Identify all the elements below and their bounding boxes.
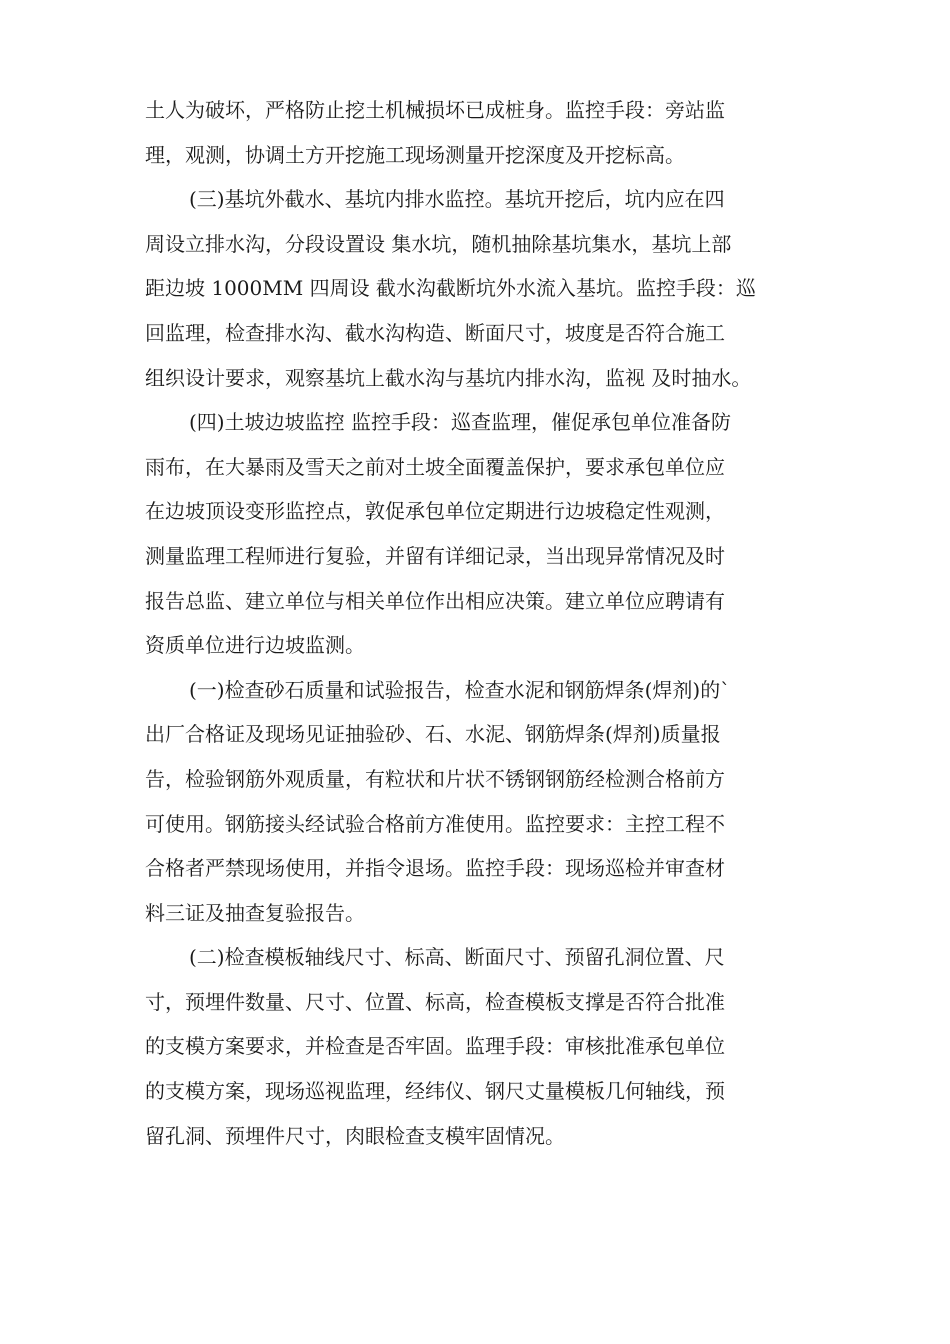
text-line: 回监理，检查排水沟、截水沟构造、断面尺寸，坡度是否符合施工 <box>145 320 725 345</box>
text-line: 出厂合格证及现场见证抽验砂、石、水泥、钢筋焊条(焊剂)质量报 <box>145 722 721 747</box>
text-line: 雨布，在大暴雨及雪天之前对土坡全面覆盖保护，要求承包单位应 <box>145 454 725 479</box>
text-line: 合格者严禁现场使用，并指令退场。监控手段：现场巡检并审查材 <box>145 856 725 881</box>
text-line: (三)基坑外截水、基坑内排水监控。基坑开挖后，坑内应在四 <box>189 187 725 212</box>
text-line: 测量监理工程师进行复验，并留有详细记录，当出现异常情况及时 <box>145 543 725 568</box>
text-line: 组织设计要求，观察基坑上截水沟与基坑内排水沟，监视 及时抽水。 <box>145 365 752 390</box>
text-line: 距边坡 1000MM 四周设 截水沟截断坑外水流入基坑。监控手段：巡 <box>145 276 756 301</box>
text-line: 料三证及抽查复验报告。 <box>145 900 365 925</box>
text-line: 周设立排水沟，分段设置设 集水坑，随机抽除基坑集水，基坑上部 <box>145 231 732 256</box>
text-line: (四)土坡边坡监控 监控手段：巡查监理，催促承包单位准备防 <box>189 410 731 435</box>
text-line: (一)检查砂石质量和试验报告，检查水泥和钢筋焊条(焊剂)的` <box>189 677 731 702</box>
text-line: 的支模方案，现场巡视监理，经纬仪、钢尺丈量模板几何轴线，预 <box>145 1079 725 1104</box>
text-line: 告，检验钢筋外观质量，有粒状和片状不锈钢钢筋经检测合格前方 <box>145 766 725 791</box>
text-line: 留孔洞、预埋件尺寸，肉眼检查支模牢固情况。 <box>145 1123 565 1148</box>
document-body <box>145 88 825 1158</box>
text-line: 在边坡顶设变形监控点，敦促承包单位定期进行边坡稳定性观测， <box>145 499 725 524</box>
text-line: 资质单位进行边坡监测。 <box>145 633 365 658</box>
text-line: (二)检查模板轴线尺寸、标高、断面尺寸、预留孔洞位置、尺 <box>189 945 725 970</box>
text-line: 土人为破坏，严格防止挖土机械损坏已成桩身。监控手段：旁站监 <box>145 98 725 122</box>
text-line: 的支模方案要求，并检查是否牢固。监理手段：审核批准承包单位 <box>145 1034 725 1059</box>
text-line: 报告总监、建立单位与相关单位作出相应决策。建立单位应聘请有 <box>145 588 725 613</box>
text-line: 理，观测，协调土方开挖施工现场测量开挖深度及开挖标高。 <box>145 142 685 167</box>
text-line: 寸，预埋件数量、尺寸、位置、标高，检查模板支撑是否符合批准 <box>145 989 725 1014</box>
text-line: 可使用。钢筋接头经试验合格前方准使用。监控要求：主控工程不 <box>145 811 725 836</box>
